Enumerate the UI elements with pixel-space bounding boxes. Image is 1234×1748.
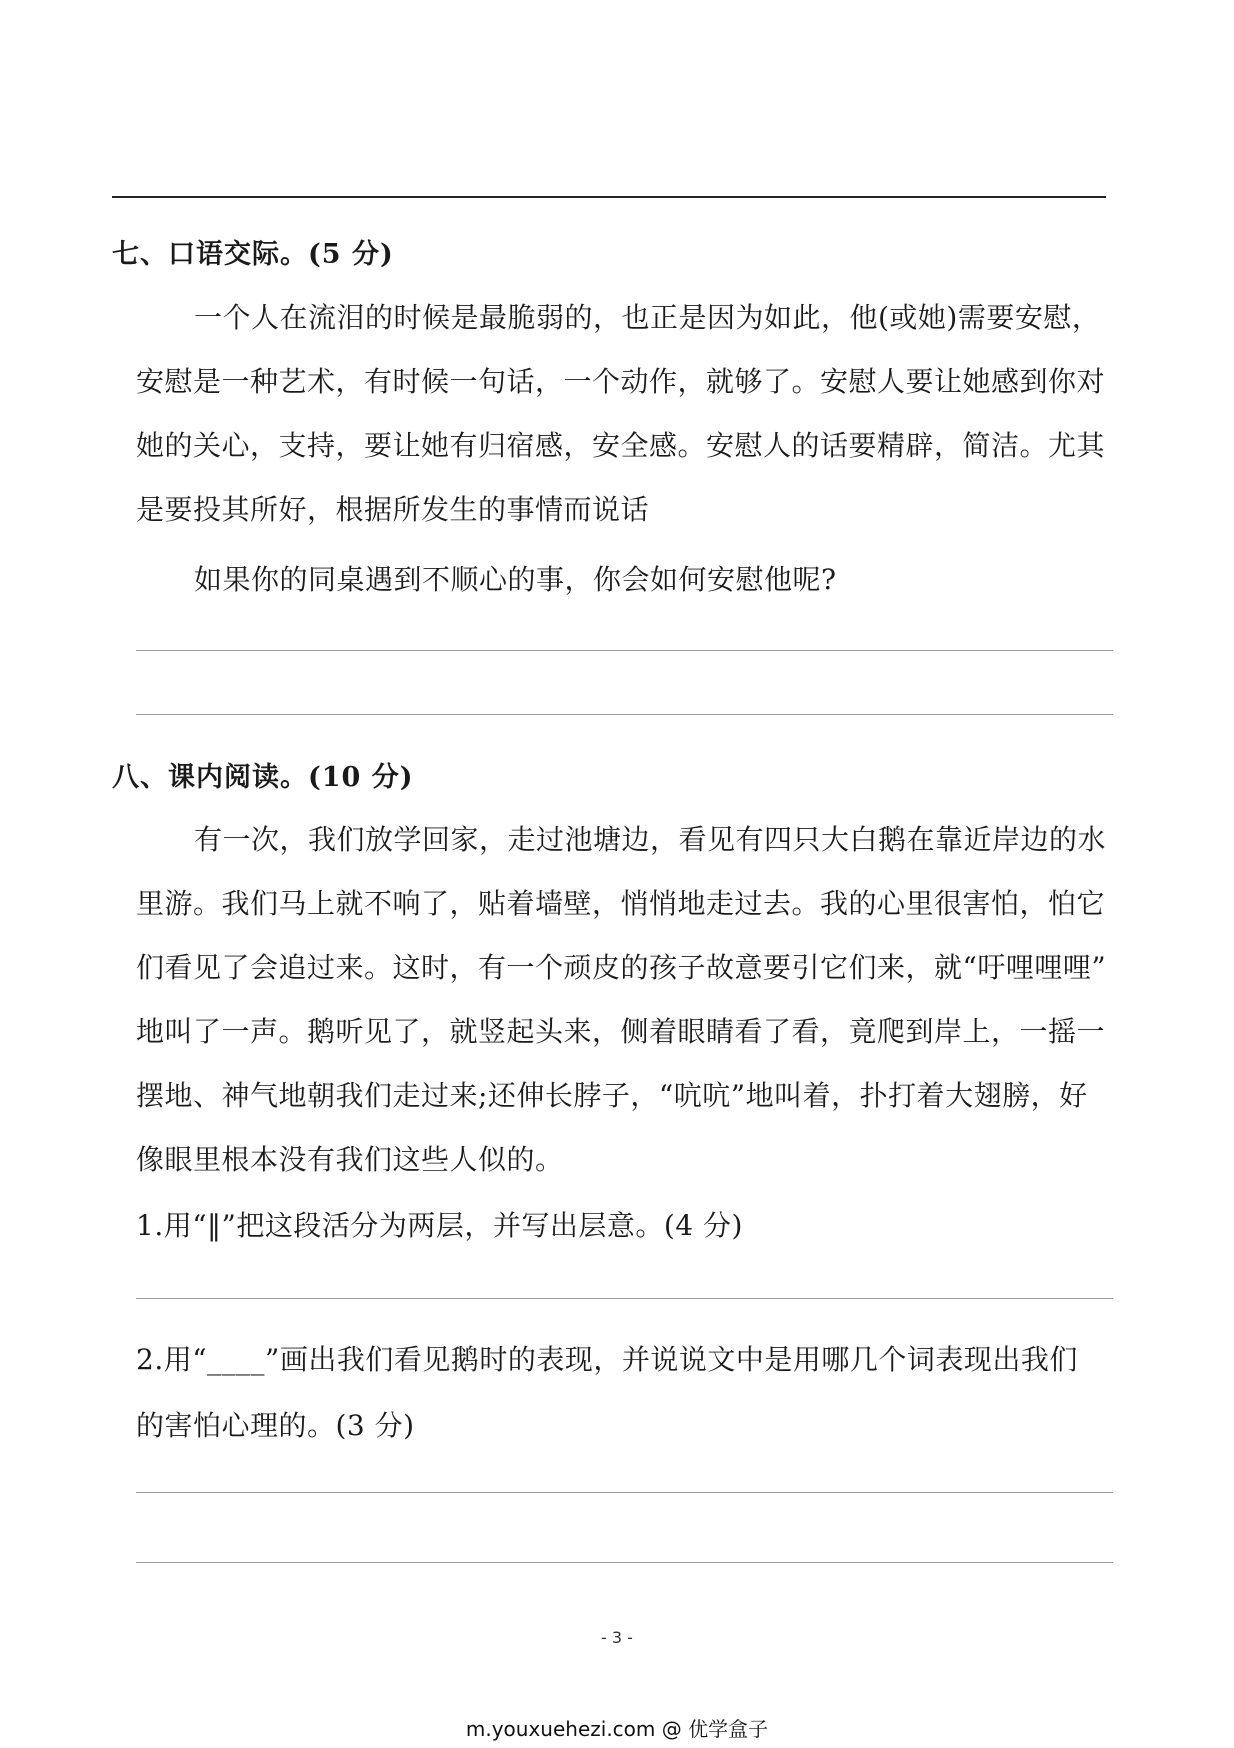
- answer-line-8-q1[interactable]: [136, 1298, 1113, 1299]
- question-2-line-1: 2.用“____”画出我们看见鹅时的表现，并说说文中是用哪几个词表现出我们: [136, 1343, 1078, 1376]
- section-8-paragraph-line-1: 有一次，我们放学回家，走过池塘边，看见有四只大白鹅在靠近岸边的水: [194, 823, 1107, 856]
- section-7-paragraph-line-2: 安慰是一种艺术，有时候一句话，一个动作，就够了。安慰人要让她感到你对: [136, 365, 1106, 398]
- top-divider: [112, 196, 1106, 198]
- footer-watermark: m.youxuehezi.com @ 优学盒子: [465, 1717, 769, 1741]
- section-7-question: 如果你的同桌遇到不顺心的事，你会如何安慰他呢?: [194, 563, 837, 596]
- answer-line-7-2[interactable]: [136, 714, 1113, 715]
- section-7-heading: 七、口语交际。(5 分): [112, 239, 394, 270]
- section-8-heading: 八、课内阅读。(10 分): [112, 762, 414, 793]
- question-2-line-2: 的害怕心理的。(3 分): [136, 1409, 415, 1442]
- answer-line-8-q2-1[interactable]: [136, 1492, 1113, 1493]
- section-8-paragraph-line-2: 里游。我们马上就不响了，贴着墙壁，悄悄地走过去。我的心里很害怕，怕它: [136, 887, 1106, 920]
- section-8-paragraph-line-6: 像眼里根本没有我们这些人似的。: [136, 1143, 564, 1176]
- section-7-paragraph-line-1: 一个人在流泪的时候是最脆弱的，也正是因为如此，他(或她)需要安慰，: [194, 301, 1101, 334]
- question-1: 1.用“‖”把这段活分为两层，并写出层意。(4 分): [136, 1209, 743, 1242]
- section-8-paragraph-line-3: 们看见了会追过来。这时，有一个顽皮的孩子故意要引它们来，就“吁哩哩哩”: [136, 951, 1107, 984]
- section-8-paragraph-line-5: 摆地、神气地朝我们走过来;还伸长脖子，“吭吭”地叫着，扑打着大翅膀，好: [136, 1079, 1088, 1112]
- answer-line-7-1[interactable]: [136, 650, 1113, 651]
- page-number: - 3 -: [601, 1628, 633, 1647]
- section-7-paragraph-line-4: 是要投其所好，根据所发生的事情而说话: [136, 493, 650, 526]
- answer-line-8-q2-2[interactable]: [136, 1562, 1113, 1563]
- section-8-paragraph-line-4: 地叫了一声。鹅听见了，就竖起头来，侧着眼睛看了看，竟爬到岸上，一摇一: [136, 1015, 1106, 1048]
- section-7-paragraph-line-3: 她的关心，支持，要让她有归宿感，安全感。安慰人的话要精辟，简洁。尤其: [136, 429, 1106, 462]
